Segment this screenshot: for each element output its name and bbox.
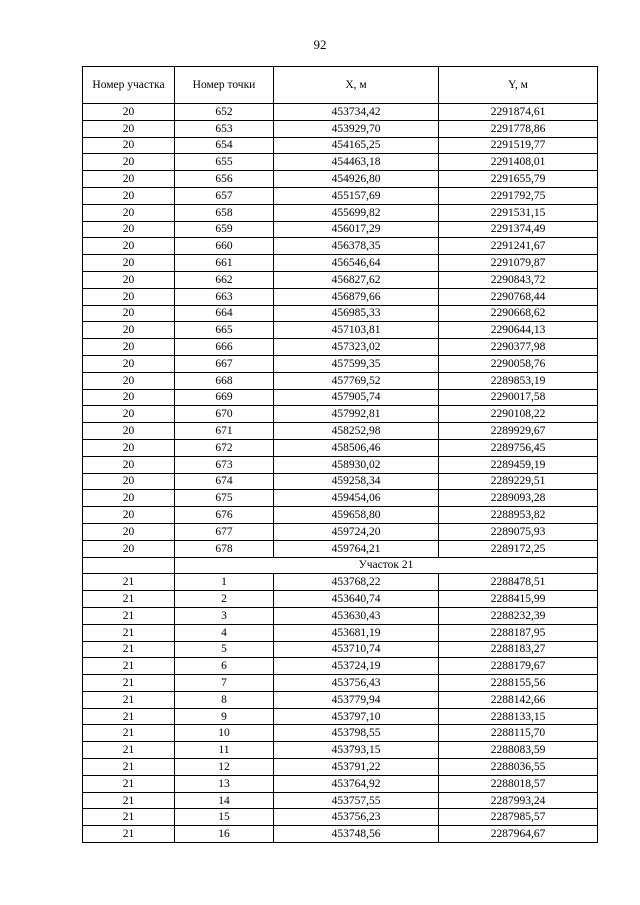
table-row	[83, 456, 598, 473]
cell-plot-number: 20	[83, 154, 175, 171]
cell-y: 2290017,58	[439, 389, 598, 406]
cell-plot-number: 20	[83, 120, 175, 137]
cell-y: 2288036,55	[439, 759, 598, 776]
cell-point-number: 9	[175, 708, 274, 725]
cell-point-number: 4	[175, 624, 274, 641]
cell-plot-number: 21	[83, 641, 175, 658]
cell-y: 2291778,86	[439, 120, 598, 137]
cell-x: 456879,66	[274, 288, 439, 305]
cell-x: 453710,74	[274, 641, 439, 658]
table-body-plot-20	[83, 104, 598, 558]
cell-point-number: 7	[175, 675, 274, 692]
cell-y: 2291241,67	[439, 238, 598, 255]
cell-plot-number: 21	[83, 675, 175, 692]
cell-y: 2288415,99	[439, 591, 598, 608]
cell-x: 453724,19	[274, 658, 439, 675]
cell-point-number: 655	[175, 154, 274, 171]
cell-plot-number: 20	[83, 221, 175, 238]
cell-x: 459658,80	[274, 507, 439, 524]
cell-point-number: 678	[175, 540, 274, 557]
cell-y: 2289229,51	[439, 473, 598, 490]
cell-x: 454463,18	[274, 154, 439, 171]
cell-x: 453764,92	[274, 775, 439, 792]
table-row	[83, 691, 598, 708]
cell-y: 2289756,45	[439, 439, 598, 456]
cell-plot-number: 20	[83, 339, 175, 356]
cell-point-number: 1	[175, 574, 274, 591]
cell-x: 453640,74	[274, 591, 439, 608]
table-row	[83, 104, 598, 121]
table-row	[83, 574, 598, 591]
cell-y: 2288018,57	[439, 775, 598, 792]
cell-y: 2287985,57	[439, 809, 598, 826]
cell-x: 458930,02	[274, 456, 439, 473]
cell-x: 453768,22	[274, 574, 439, 591]
cell-y: 2290768,44	[439, 288, 598, 305]
cell-point-number: 658	[175, 204, 274, 221]
cell-plot-number: 21	[83, 658, 175, 675]
cell-plot-number: 21	[83, 792, 175, 809]
cell-y: 2288115,70	[439, 725, 598, 742]
cell-plot-number: 20	[83, 137, 175, 154]
cell-point-number: 11	[175, 742, 274, 759]
header-plot-number: Номер участка	[83, 67, 175, 104]
cell-point-number: 652	[175, 104, 274, 121]
cell-plot-number: 20	[83, 507, 175, 524]
cell-plot-number: 21	[83, 742, 175, 759]
cell-point-number: 660	[175, 238, 274, 255]
cell-plot-number: 20	[83, 540, 175, 557]
cell-x: 459258,34	[274, 473, 439, 490]
cell-point-number: 653	[175, 120, 274, 137]
table-row	[83, 490, 598, 507]
cell-point-number: 15	[175, 809, 274, 826]
cell-x: 456017,29	[274, 221, 439, 238]
cell-plot-number: 21	[83, 591, 175, 608]
table-row	[83, 423, 598, 440]
table-row	[83, 607, 598, 624]
table-row	[83, 624, 598, 641]
cell-x: 453757,55	[274, 792, 439, 809]
cell-point-number: 10	[175, 725, 274, 742]
cell-y: 2288179,67	[439, 658, 598, 675]
cell-x: 457769,52	[274, 372, 439, 389]
cell-x: 456827,62	[274, 271, 439, 288]
cell-x: 453798,55	[274, 725, 439, 742]
table-row	[83, 187, 598, 204]
cell-point-number: 661	[175, 255, 274, 272]
cell-point-number: 3	[175, 607, 274, 624]
table-row	[83, 355, 598, 372]
table-row	[83, 255, 598, 272]
table-row	[83, 305, 598, 322]
table-row	[83, 439, 598, 456]
cell-x: 459454,06	[274, 490, 439, 507]
cell-plot-number: 21	[83, 775, 175, 792]
cell-y: 2289172,25	[439, 540, 598, 557]
cell-y: 2288155,56	[439, 675, 598, 692]
section-row-group	[83, 557, 598, 574]
cell-plot-number: 20	[83, 372, 175, 389]
table-row	[83, 238, 598, 255]
cell-y: 2288232,39	[439, 607, 598, 624]
cell-x: 458252,98	[274, 423, 439, 440]
table-row	[83, 759, 598, 776]
cell-x: 457992,81	[274, 406, 439, 423]
cell-y: 2289093,28	[439, 490, 598, 507]
cell-y: 2289853,19	[439, 372, 598, 389]
section-label: Участок 21	[175, 557, 598, 574]
cell-point-number: 16	[175, 826, 274, 843]
cell-x: 456985,33	[274, 305, 439, 322]
coordinates-table	[82, 66, 598, 843]
cell-plot-number: 20	[83, 255, 175, 272]
cell-y: 2291519,77	[439, 137, 598, 154]
cell-plot-number: 20	[83, 456, 175, 473]
table-row	[83, 288, 598, 305]
cell-y: 2288187,95	[439, 624, 598, 641]
table-row	[83, 339, 598, 356]
cell-point-number: 664	[175, 305, 274, 322]
cell-plot-number: 20	[83, 171, 175, 188]
cell-x: 453756,23	[274, 809, 439, 826]
cell-plot-number: 20	[83, 389, 175, 406]
cell-y: 2291874,61	[439, 104, 598, 121]
cell-point-number: 668	[175, 372, 274, 389]
cell-point-number: 676	[175, 507, 274, 524]
table-row	[83, 137, 598, 154]
table-row	[83, 775, 598, 792]
cell-x: 458506,46	[274, 439, 439, 456]
cell-plot-number: 20	[83, 187, 175, 204]
cell-point-number: 677	[175, 523, 274, 540]
table-row	[83, 742, 598, 759]
cell-plot-number: 20	[83, 490, 175, 507]
cell-point-number: 8	[175, 691, 274, 708]
cell-x: 459764,21	[274, 540, 439, 557]
cell-x: 453793,15	[274, 742, 439, 759]
cell-point-number: 659	[175, 221, 274, 238]
cell-x: 455157,69	[274, 187, 439, 204]
cell-plot-number: 21	[83, 809, 175, 826]
cell-plot-number: 20	[83, 104, 175, 121]
cell-x: 453681,19	[274, 624, 439, 641]
table-row	[83, 389, 598, 406]
cell-y: 2287964,67	[439, 826, 598, 843]
cell-y: 2290644,13	[439, 322, 598, 339]
cell-x: 455699,82	[274, 204, 439, 221]
cell-x: 453748,56	[274, 826, 439, 843]
cell-plot-number: 20	[83, 439, 175, 456]
cell-plot-number: 20	[83, 406, 175, 423]
cell-plot-number: 21	[83, 826, 175, 843]
table-row	[83, 523, 598, 540]
table-row	[83, 221, 598, 238]
cell-y: 2291374,49	[439, 221, 598, 238]
cell-y: 2289459,19	[439, 456, 598, 473]
cell-plot-number: 21	[83, 624, 175, 641]
cell-x: 453791,22	[274, 759, 439, 776]
table-row	[83, 473, 598, 490]
table-header-row	[83, 67, 598, 104]
cell-y: 2288083,59	[439, 742, 598, 759]
cell-y: 2290108,22	[439, 406, 598, 423]
cell-plot-number: 20	[83, 288, 175, 305]
cell-point-number: 673	[175, 456, 274, 473]
header-point-number: Номер точки	[175, 67, 274, 104]
table-row	[83, 725, 598, 742]
table-row	[83, 171, 598, 188]
cell-plot-number: 21	[83, 574, 175, 591]
cell-x: 457599,35	[274, 355, 439, 372]
section-row	[83, 557, 598, 574]
table-row	[83, 372, 598, 389]
cell-point-number: 674	[175, 473, 274, 490]
cell-y: 2289075,93	[439, 523, 598, 540]
cell-point-number: 665	[175, 322, 274, 339]
header-y: Y, м	[439, 67, 598, 104]
cell-plot-number: 20	[83, 238, 175, 255]
cell-x: 457323,02	[274, 339, 439, 356]
cell-x: 459724,20	[274, 523, 439, 540]
cell-point-number: 663	[175, 288, 274, 305]
cell-plot-number: 20	[83, 523, 175, 540]
table-row	[83, 120, 598, 137]
table-row	[83, 406, 598, 423]
cell-plot-number: 21	[83, 607, 175, 624]
cell-plot-number: 20	[83, 204, 175, 221]
cell-point-number: 672	[175, 439, 274, 456]
cell-y: 2288183,27	[439, 641, 598, 658]
cell-point-number: 667	[175, 355, 274, 372]
cell-plot-number: 20	[83, 423, 175, 440]
section-spacer-cell	[83, 557, 175, 574]
cell-plot-number: 21	[83, 691, 175, 708]
cell-point-number: 13	[175, 775, 274, 792]
cell-x: 454926,80	[274, 171, 439, 188]
cell-point-number: 669	[175, 389, 274, 406]
table-row	[83, 658, 598, 675]
table-row	[83, 809, 598, 826]
cell-y: 2291531,15	[439, 204, 598, 221]
cell-x: 453779,94	[274, 691, 439, 708]
cell-x: 454165,25	[274, 137, 439, 154]
cell-plot-number: 20	[83, 271, 175, 288]
cell-plot-number: 20	[83, 473, 175, 490]
cell-point-number: 5	[175, 641, 274, 658]
cell-y: 2288478,51	[439, 574, 598, 591]
cell-x: 453630,43	[274, 607, 439, 624]
cell-point-number: 656	[175, 171, 274, 188]
cell-x: 453756,43	[274, 675, 439, 692]
table-row	[83, 591, 598, 608]
table-row	[83, 204, 598, 221]
cell-point-number: 675	[175, 490, 274, 507]
cell-x: 453929,70	[274, 120, 439, 137]
table-row	[83, 708, 598, 725]
table-row	[83, 154, 598, 171]
cell-y: 2291408,01	[439, 154, 598, 171]
table-row	[83, 792, 598, 809]
cell-y: 2290377,98	[439, 339, 598, 356]
cell-x: 453734,42	[274, 104, 439, 121]
cell-y: 2288133,15	[439, 708, 598, 725]
cell-plot-number: 21	[83, 725, 175, 742]
cell-y: 2290843,72	[439, 271, 598, 288]
table-row	[83, 540, 598, 557]
cell-y: 2290668,62	[439, 305, 598, 322]
table-row	[83, 826, 598, 843]
cell-point-number: 670	[175, 406, 274, 423]
cell-point-number: 2	[175, 591, 274, 608]
cell-x: 457103,81	[274, 322, 439, 339]
table-row	[83, 271, 598, 288]
cell-y: 2291655,79	[439, 171, 598, 188]
table-row	[83, 507, 598, 524]
cell-plot-number: 20	[83, 322, 175, 339]
cell-x: 453797,10	[274, 708, 439, 725]
header-x: X, м	[274, 67, 439, 104]
cell-point-number: 6	[175, 658, 274, 675]
page-number: 92	[313, 37, 327, 52]
cell-plot-number: 21	[83, 759, 175, 776]
table-row	[83, 641, 598, 658]
cell-point-number: 14	[175, 792, 274, 809]
table-row	[83, 322, 598, 339]
cell-point-number: 12	[175, 759, 274, 776]
cell-x: 457905,74	[274, 389, 439, 406]
cell-y: 2288953,82	[439, 507, 598, 524]
cell-y: 2291079,87	[439, 255, 598, 272]
table-body-plot-21	[83, 574, 598, 843]
cell-point-number: 671	[175, 423, 274, 440]
cell-x: 456546,64	[274, 255, 439, 272]
cell-point-number: 654	[175, 137, 274, 154]
cell-point-number: 657	[175, 187, 274, 204]
cell-y: 2288142,66	[439, 691, 598, 708]
cell-x: 456378,35	[274, 238, 439, 255]
table-row	[83, 675, 598, 692]
cell-plot-number: 20	[83, 355, 175, 372]
cell-point-number: 666	[175, 339, 274, 356]
cell-plot-number: 20	[83, 305, 175, 322]
cell-plot-number: 21	[83, 708, 175, 725]
cell-y: 2287993,24	[439, 792, 598, 809]
cell-y: 2290058,76	[439, 355, 598, 372]
cell-point-number: 662	[175, 271, 274, 288]
cell-y: 2289929,67	[439, 423, 598, 440]
cell-y: 2291792,75	[439, 187, 598, 204]
